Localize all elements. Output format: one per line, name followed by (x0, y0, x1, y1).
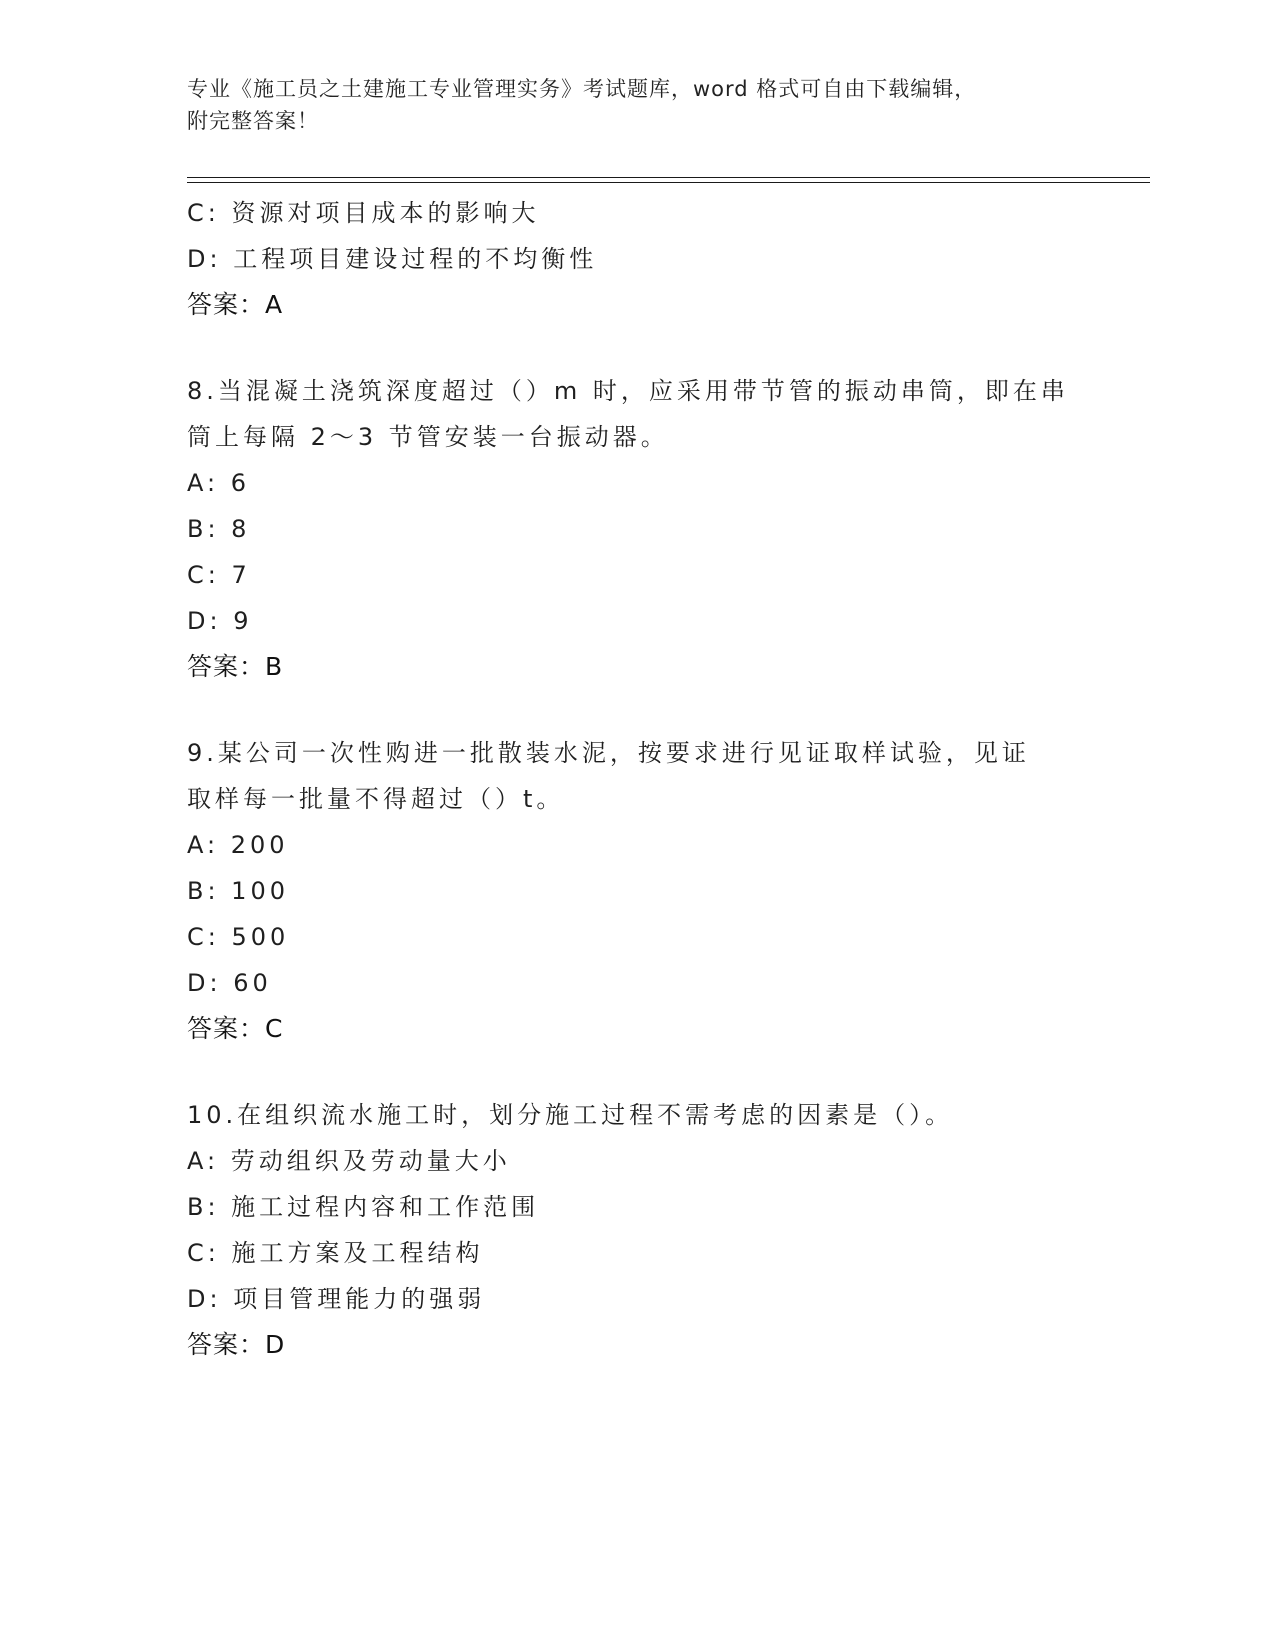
header-divider-top (187, 177, 1150, 178)
question-9 (187, 730, 1117, 1052)
answer-line: 答案：D (187, 1330, 286, 1359)
header-line-1: 专业《施工员之土建施工专业管理实务》考试题库，word 格式可自由下载编辑， (187, 77, 977, 101)
question-text: 取样每一批量不得超过（）t。 (187, 785, 565, 813)
option-a: A: 200 (187, 831, 289, 859)
question-text: 筒上每隔 2～3 节管安装一台振动器。 (187, 423, 669, 451)
answer-line: 答案：A (187, 290, 284, 319)
option-b: B: 100 (187, 877, 289, 905)
answer-line: 答案：B (187, 652, 284, 681)
option-b: B: 施工过程内容和工作范围 (187, 1193, 540, 1221)
spacer (187, 690, 1117, 730)
option-c: C: 施工方案及工程结构 (187, 1239, 484, 1267)
option-a: A: 劳动组织及劳动量大小 (187, 1147, 511, 1175)
header-line-2: 附完整答案！ (187, 109, 319, 133)
answer-line: 答案：C (187, 1014, 284, 1043)
question-text: 8.当混凝土浇筑深度超过（）m 时，应采用带节管的振动串筒，即在串 (187, 377, 1069, 405)
previous-question-tail (187, 190, 1117, 328)
option-d: D: 工程项目建设过程的不均衡性 (187, 245, 598, 273)
option-a: A: 6 (187, 469, 250, 497)
spacer (187, 1052, 1117, 1092)
option-d: D: 9 (187, 607, 253, 635)
spacer (187, 328, 1117, 368)
option-c: C: 7 (187, 561, 251, 589)
option-d: D: 项目管理能力的强弱 (187, 1285, 486, 1313)
question-10 (187, 1092, 1117, 1368)
question-text: 10.在组织流水施工时，划分施工过程不需考虑的因素是（）。 (187, 1101, 954, 1129)
option-c: C: 资源对项目成本的影响大 (187, 199, 540, 227)
question-8 (187, 368, 1117, 690)
option-b: B: 8 (187, 515, 251, 543)
document-header (187, 73, 1087, 137)
question-text: 9.某公司一次性购进一批散装水泥，按要求进行见证取样试验，见证 (187, 739, 1030, 767)
header-divider-bottom (187, 182, 1150, 183)
question-list (187, 190, 1117, 1368)
option-d: D: 60 (187, 969, 272, 997)
option-c: C: 500 (187, 923, 290, 951)
